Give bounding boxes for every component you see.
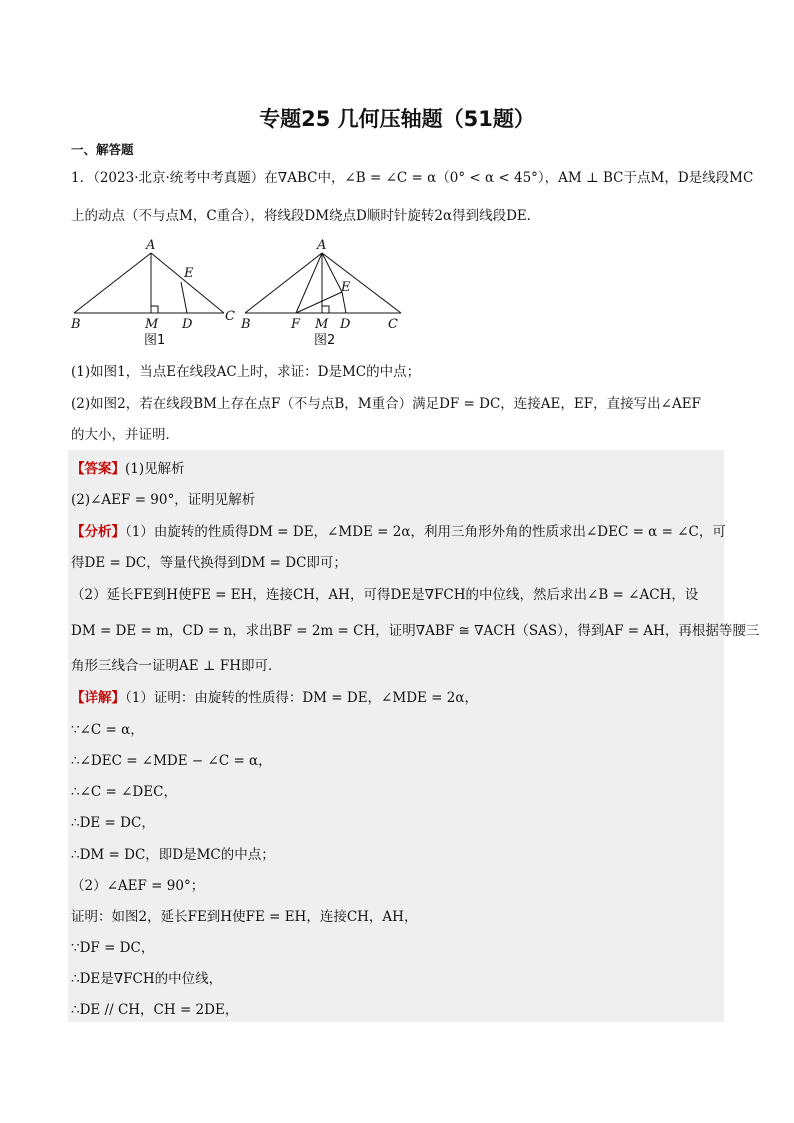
fig1-segment-de <box>181 282 187 313</box>
problem-line-2: 上的动点（不与点M，C重合），将线段DM绕点D顺时针旋转2α得到线段DE． <box>71 208 541 224</box>
question-1: (1)如图1，当点E在线段AC上时，求证：D是MC的中点； <box>71 364 421 380</box>
fig2-label-e: E <box>341 280 351 295</box>
analysis-text-1b: 得DE = DC，等量代换得到DM = DC即可； <box>71 555 347 571</box>
fig2-segment-de <box>342 292 346 313</box>
fig1-right-angle-mark <box>151 306 158 313</box>
fig1-segment-ab <box>74 253 151 313</box>
fig1-label-a: A <box>146 238 156 253</box>
fig1-label-c: C <box>225 309 235 324</box>
fig2-segment-ab <box>245 253 322 313</box>
answer-line-1 <box>71 457 185 477</box>
detail-tag: 【详解】 <box>71 690 125 706</box>
fig1-caption: 图1 <box>144 333 166 348</box>
fig2-caption: 图2 <box>314 333 336 348</box>
fig2-label-f: F <box>291 317 301 332</box>
page-title: 专题25 几何压轴题（51题） <box>259 107 535 131</box>
detail-text-4: ∴∠C = ∠DEC， <box>71 784 177 800</box>
analysis-text-1a: （1）由旋转的性质得DM = DE，∠MDE = 2α，利用三角形外角的性质求出∠DEC = α = ∠C，可 <box>125 524 726 540</box>
fig2-segment-ac <box>322 253 401 313</box>
fig2-label-d: D <box>340 317 351 332</box>
detail-text-2: ∵∠C = α， <box>71 722 144 738</box>
fig2-label-a: A <box>317 238 327 253</box>
question-2-line-1: (2)如图2，若在线段BM上存在点F（不与点B，M重合）满足DF = DC，连接AE，EF，直接写出∠AEF <box>71 396 701 412</box>
detail-text-5: ∴DE = DC， <box>71 815 155 831</box>
detail-line-1 <box>71 686 478 706</box>
analysis-line-1 <box>71 520 726 540</box>
figure-2 <box>236 236 416 356</box>
detail-text-8: 证明：如图2，延长FE到H使FE = EH，连接CH，AH， <box>71 909 418 925</box>
analysis-text-2b: DM = DE = m，CD = n，求出BF = 2m = CH，证明∇ABF ≅ ∇ACH（SAS），得到AF = AH，再根据等腰三 <box>71 623 760 639</box>
fig1-label-b: B <box>71 317 81 332</box>
detail-text-11: ∴DE // CH，CH = 2DE， <box>71 1002 239 1018</box>
detail-text-6: ∴DM = DC，即D是MC的中点； <box>71 847 275 863</box>
detail-text-10: ∴DE是∇FCH的中位线， <box>71 971 223 987</box>
detail-text-1: （1）证明：由旋转的性质得：DM = DE，∠MDE = 2α， <box>125 690 478 706</box>
detail-text-7: （2）∠AEF = 90°； <box>71 878 205 894</box>
answer-tag: 【答案】 <box>71 461 125 477</box>
answer-part-2: (2)∠AEF = 90°，证明见解析 <box>71 492 256 508</box>
fig2-right-angle-mark <box>322 306 329 313</box>
detail-text-9: ∵DF = DC， <box>71 940 155 956</box>
fig2-label-m: M <box>315 317 329 332</box>
fig1-label-m: M <box>145 317 159 332</box>
fig2-label-c: C <box>388 317 398 332</box>
fig1-label-e: E <box>184 266 194 281</box>
fig2-segment-fe <box>296 292 342 313</box>
analysis-text-2a: （2）延长FE到H使FE = EH，连接CH，AH，可得DE是∇FCH的中位线，然后求出∠B = ∠ACH，设 <box>71 587 699 603</box>
analysis-text-2c: 角形三线合一证明AE ⊥ FH即可． <box>71 658 282 674</box>
fig2-segment-af <box>296 253 322 313</box>
problem-line-1: 1．（2023·北京·统考中考真题）在∇ABC中，∠B = ∠C = α（0° < α < 45°），AM ⊥ BC于点M，D是线段MC <box>71 170 754 186</box>
fig1-label-d: D <box>182 317 193 332</box>
figure-1 <box>66 236 244 356</box>
answer-part-1: (1)见解析 <box>125 461 185 477</box>
analysis-tag: 【分析】 <box>71 524 125 540</box>
section-heading: 一、解答题 <box>71 142 134 157</box>
fig1-segment-ac <box>151 253 224 313</box>
detail-text-3: ∴∠DEC = ∠MDE − ∠C = α， <box>71 753 272 769</box>
fig2-label-b: B <box>241 317 251 332</box>
fig2-segment-ae <box>322 253 342 292</box>
question-2-line-2: 的大小，并证明． <box>71 427 179 443</box>
